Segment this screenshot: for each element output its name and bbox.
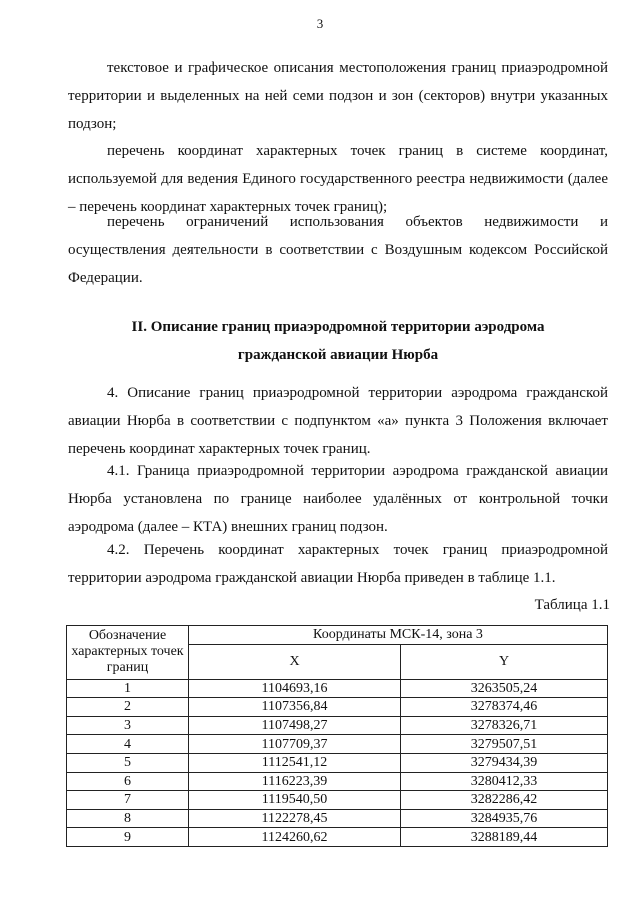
point-number-cell: 8	[67, 809, 189, 828]
table-row	[67, 698, 608, 717]
x-coordinate-cell: 1122278,45	[189, 809, 401, 828]
x-coordinate-cell: 1107498,27	[189, 716, 401, 735]
y-coordinate-cell: 3284935,76	[401, 809, 608, 828]
y-coordinate-cell: 3280412,33	[401, 772, 608, 791]
paragraph-4-2	[68, 536, 608, 592]
table-caption: Таблица 1.1	[534, 597, 610, 613]
page-number: 3	[316, 16, 324, 31]
text-line: перечень ограничений использования объектов недвижимости и	[107, 214, 608, 230]
header-x: X	[189, 644, 401, 679]
point-number-cell: 1	[67, 679, 189, 698]
table-row	[67, 791, 608, 810]
x-coordinate-cell: 1112541,12	[189, 753, 401, 772]
point-number-cell: 9	[67, 828, 189, 847]
table-header-row	[67, 626, 608, 645]
table-row	[67, 828, 608, 847]
x-coordinate-cell: 1107356,84	[189, 698, 401, 717]
text-line: 4.1. Граница приаэродромной территории аэродрома гражданской авиации	[107, 463, 608, 479]
table-row	[67, 735, 608, 754]
point-number-cell: 2	[67, 698, 189, 717]
text-line: – перечень координат характерных точек границ);	[68, 199, 388, 215]
header-coordinates: Координаты МСК-14, зона 3	[189, 626, 608, 645]
text-line: 4. Описание границ приаэродромной территории аэродрома гражданской	[107, 385, 608, 401]
text-line: авиации Нюрба в соответствии с подпунктом «а» пункта 3 Положения включает	[68, 413, 608, 429]
text-line: текстовое и графическое описания местоположения границ приаэродромной	[107, 60, 608, 76]
text-line: осуществления деятельности в соответствии с Воздушным кодексом Российской	[68, 242, 608, 258]
y-coordinate-cell: 3279434,39	[401, 753, 608, 772]
x-coordinate-cell: 1119540,50	[189, 791, 401, 810]
y-coordinate-cell: 3263505,24	[401, 679, 608, 698]
coordinates-table	[66, 625, 608, 847]
point-number-cell: 4	[67, 735, 189, 754]
x-coordinate-cell: 1116223,39	[189, 772, 401, 791]
text-line: аэродрома (далее – КТА) внешних границ подзон.	[68, 519, 388, 535]
table-row	[67, 772, 608, 791]
heading-line: II. Описание границ приаэродромной территории аэродрома	[131, 319, 545, 335]
paragraph-text-description	[68, 54, 608, 138]
text-line: Федерации.	[68, 270, 143, 286]
y-coordinate-cell: 3278374,46	[401, 698, 608, 717]
text-line: используемой для ведения Единого государственного реестра недвижимости (далее	[68, 171, 608, 187]
text-line: территории аэродрома гражданской авиации Нюрба приведен в таблице 1.1.	[68, 570, 556, 586]
section-heading	[68, 313, 608, 369]
text-line: перечень координат характерных точек границ в системе координат,	[107, 143, 608, 159]
x-coordinate-cell: 1124260,62	[189, 828, 401, 847]
text-line: 4.2. Перечень координат характерных точек границ приаэродромной	[107, 542, 608, 558]
y-coordinate-cell: 3278326,71	[401, 716, 608, 735]
heading-line: гражданской авиации Нюрба	[237, 347, 439, 363]
table-row	[67, 679, 608, 698]
point-number-cell: 6	[67, 772, 189, 791]
text-line: территории и выделенных на ней семи подзон и зон (секторов) внутри указанных	[68, 88, 608, 104]
point-number-cell: 5	[67, 753, 189, 772]
y-coordinate-cell: 3282286,42	[401, 791, 608, 810]
y-coordinate-cell: 3288189,44	[401, 828, 608, 847]
x-coordinate-cell: 1107709,37	[189, 735, 401, 754]
paragraph-4	[68, 379, 608, 463]
point-number-cell: 3	[67, 716, 189, 735]
paragraph-4-1	[68, 457, 608, 541]
paragraph-restrictions-list	[68, 208, 608, 292]
text-line: Нюрба установлена по границе наиболее удалённых от контрольной точки	[68, 491, 608, 507]
table-row	[67, 716, 608, 735]
text-line: перечень координат характерных точек границ.	[68, 441, 371, 457]
header-y: Y	[401, 644, 608, 679]
text-line: подзон;	[68, 116, 117, 132]
point-number-cell: 7	[67, 791, 189, 810]
y-coordinate-cell: 3279507,51	[401, 735, 608, 754]
header-point-designation: Обозначение характерных точек границ	[67, 626, 189, 680]
table-row	[67, 753, 608, 772]
x-coordinate-cell: 1104693,16	[189, 679, 401, 698]
table-row	[67, 809, 608, 828]
